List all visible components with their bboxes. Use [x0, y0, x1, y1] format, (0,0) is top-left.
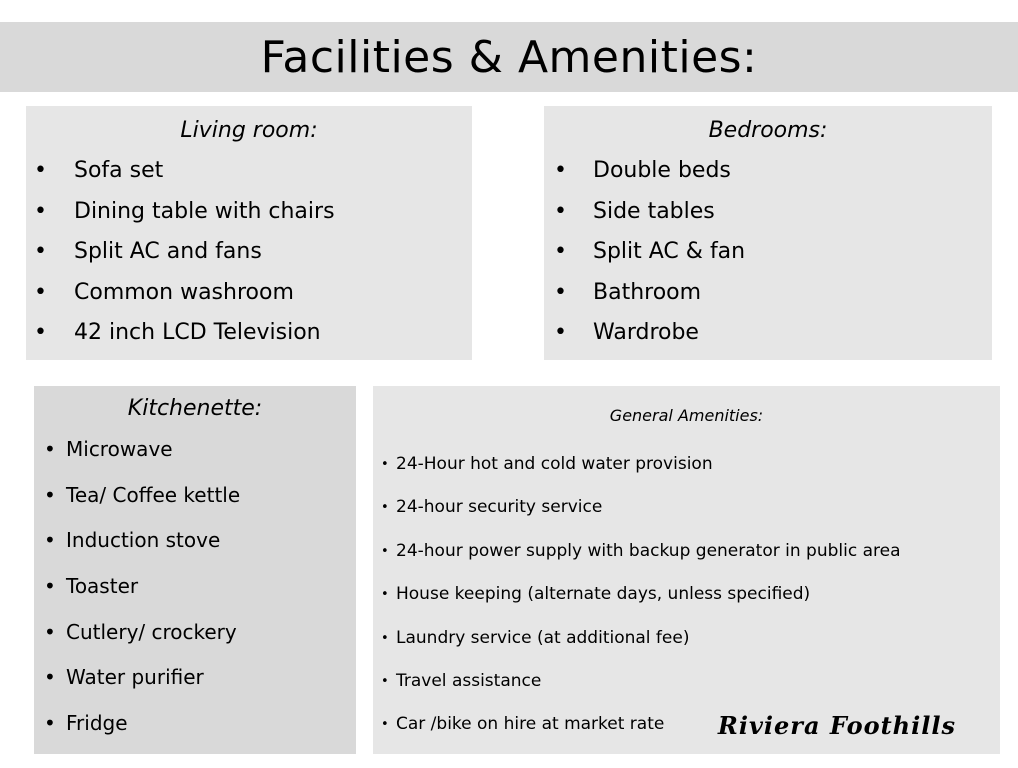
- list-item: [34, 655, 356, 701]
- item-label: Toaster: [66, 574, 139, 599]
- living-room-panel: [26, 106, 472, 360]
- page-title: Facilities & Amenities:: [260, 31, 758, 83]
- item-label: Cutlery/ crockery: [66, 619, 237, 644]
- item-label: Travel assistance: [396, 670, 542, 691]
- bullet-icon: •: [554, 279, 567, 305]
- list-item: [544, 232, 992, 273]
- bedrooms-heading: Bedrooms:: [708, 118, 828, 143]
- list-item: [34, 610, 356, 656]
- living-room-heading: Living room:: [180, 118, 318, 143]
- list-item: [373, 530, 1000, 573]
- item-label: 24-hour security service: [396, 497, 603, 518]
- list-item: [544, 192, 992, 233]
- general-amenities-heading: General Amenities:: [609, 406, 764, 425]
- list-item: [544, 151, 992, 192]
- item-label: Split AC and fans: [74, 239, 262, 264]
- item-label: Double beds: [593, 158, 731, 183]
- bullet-icon: •: [554, 198, 567, 224]
- bullet-icon: •: [554, 239, 567, 264]
- list-item: [26, 273, 472, 314]
- item-label: Split AC & fan: [593, 239, 746, 264]
- list-item: [373, 617, 1000, 660]
- kitchenette-list: [34, 427, 356, 747]
- kitchenette-panel: [34, 386, 356, 754]
- bedrooms-list: [544, 151, 992, 354]
- bullet-icon: •: [44, 619, 56, 644]
- item-label: Dining table with chairs: [74, 198, 335, 224]
- kitchenette-heading: Kitchenette:: [127, 396, 263, 421]
- general-amenities-list: [373, 443, 1000, 747]
- living-room-list: [26, 151, 472, 354]
- bullet-icon: •: [554, 158, 567, 183]
- bullet-icon: •: [34, 279, 47, 305]
- list-item: [26, 151, 472, 192]
- bullet-icon: •: [381, 587, 389, 603]
- list-item: [26, 232, 472, 273]
- item-label: Wardrobe: [593, 320, 699, 345]
- bedrooms-panel: [544, 106, 992, 360]
- brand-signature: Riviera Foothills: [717, 711, 956, 740]
- list-item: [34, 518, 356, 564]
- item-label: Microwave: [66, 437, 173, 461]
- item-label: Sofa set: [74, 158, 164, 183]
- list-item: [373, 486, 1000, 529]
- item-label: Fridge: [66, 711, 128, 736]
- list-item: [544, 273, 992, 314]
- bullet-icon: •: [381, 500, 389, 516]
- bullet-icon: •: [44, 437, 56, 461]
- bullet-icon: •: [381, 630, 389, 646]
- bullet-icon: •: [554, 320, 567, 345]
- list-item: [373, 573, 1000, 616]
- item-label: Tea/ Coffee kettle: [66, 482, 241, 507]
- bullet-icon: •: [381, 717, 389, 733]
- list-item: [34, 564, 356, 610]
- bullet-icon: •: [381, 457, 389, 472]
- general-amenities-panel: [373, 386, 1000, 754]
- bullet-icon: •: [34, 158, 47, 183]
- item-label: Side tables: [593, 198, 715, 224]
- bullet-icon: •: [381, 673, 389, 689]
- bullet-icon: •: [34, 320, 47, 345]
- item-label: 24-hour power supply with backup generator in public area: [396, 540, 901, 561]
- bullet-icon: •: [34, 239, 47, 264]
- list-item: [373, 443, 1000, 486]
- item-label: Bathroom: [593, 279, 702, 305]
- item-label: Laundry service (at additional fee): [396, 627, 690, 648]
- item-label: Induction stove: [66, 528, 221, 553]
- bullet-icon: •: [44, 482, 56, 507]
- item-label: Common washroom: [74, 279, 294, 305]
- bullet-icon: •: [44, 528, 56, 553]
- bullet-icon: •: [44, 574, 56, 599]
- list-item: [26, 313, 472, 354]
- list-item: [26, 192, 472, 233]
- list-item: [34, 701, 356, 747]
- bullet-icon: •: [44, 711, 56, 736]
- list-item: [34, 473, 356, 519]
- list-item: [544, 313, 992, 354]
- list-item: [34, 427, 356, 473]
- bullet-icon: •: [34, 198, 47, 224]
- item-label: Car /bike on hire at market rate: [396, 714, 665, 735]
- bullet-icon: •: [381, 543, 389, 559]
- list-item: [373, 660, 1000, 703]
- bullet-icon: •: [44, 665, 56, 690]
- item-label: 24-Hour hot and cold water provision: [396, 454, 713, 474]
- item-label: House keeping (alternate days, unless specified): [396, 584, 811, 605]
- item-label: 42 inch LCD Television: [74, 320, 321, 345]
- title-bar: [0, 22, 1018, 92]
- item-label: Water purifier: [66, 665, 204, 690]
